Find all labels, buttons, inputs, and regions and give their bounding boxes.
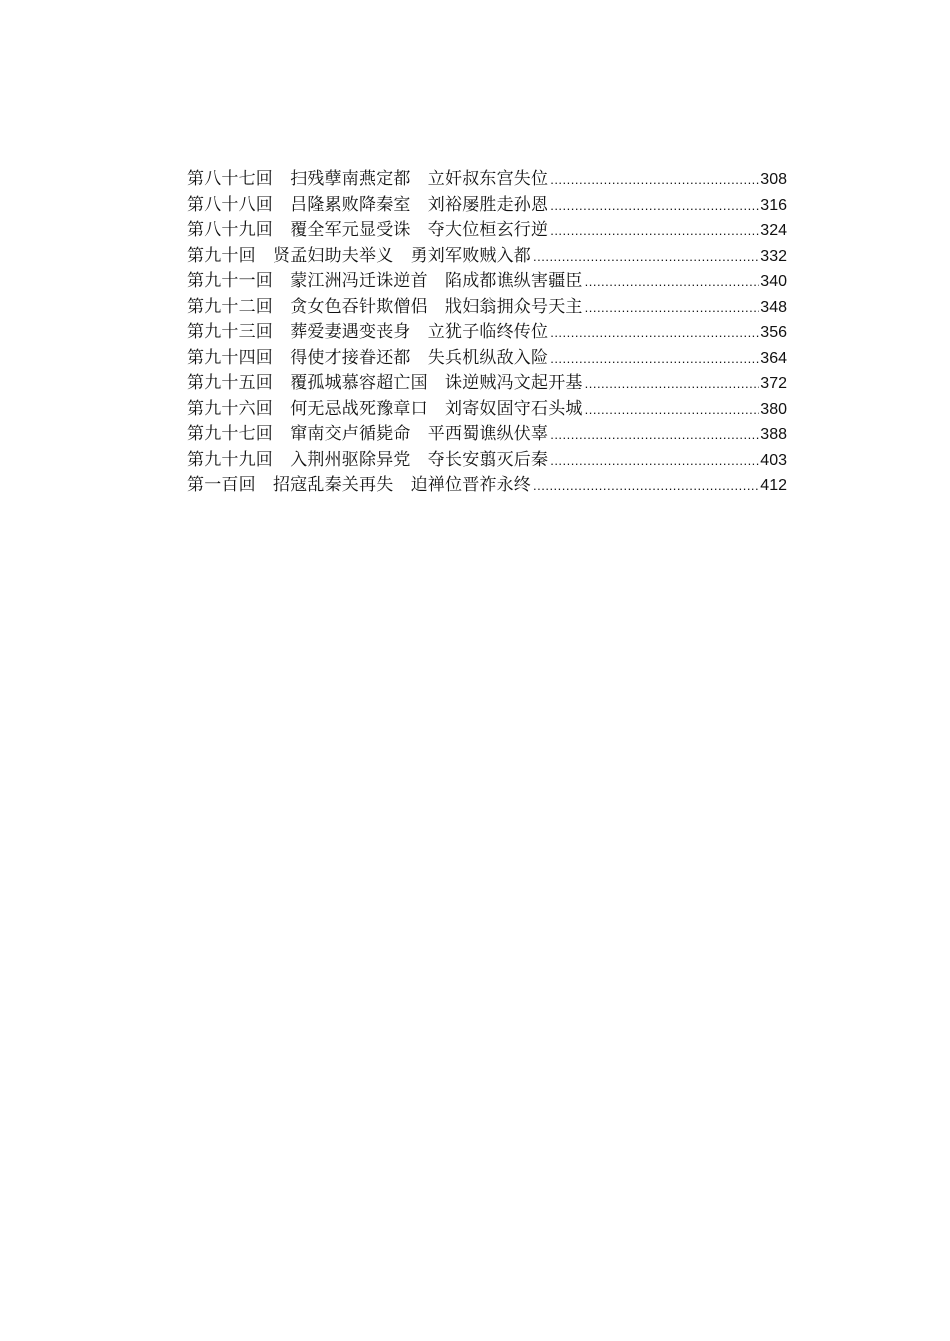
toc-entry[interactable]	[187, 218, 787, 244]
chapter-title: 第一百回 招寇乱秦关再失 迫禅位晋祚永终	[187, 475, 531, 495]
page-number: 403	[760, 451, 787, 469]
chapter-title: 第九十三回 葬爱妻遇变丧身 立犹子临终传位	[187, 322, 549, 342]
chapter-title: 第九十六回 何无忌战死豫章口 刘寄奴固守石头城	[187, 398, 583, 419]
chapter-title: 第九十回 贤孟妇助夫举义 勇刘军败贼入都	[187, 245, 531, 266]
chapter-title: 第九十四回 得使才接眷还都 失兵机纵敌入险	[187, 347, 549, 368]
toc-entry[interactable]	[187, 448, 787, 474]
chapter-title: 第八十八回 吕隆累败降秦室 刘裕屡胜走孙恩	[187, 194, 549, 215]
dot-leader	[533, 244, 759, 270]
toc-entry[interactable]	[187, 320, 787, 346]
dot-leader	[585, 295, 760, 321]
dot-leader	[550, 167, 759, 193]
page-number: 388	[760, 426, 787, 443]
toc-entry[interactable]	[187, 346, 787, 372]
dot-leader	[550, 218, 759, 244]
toc-entry[interactable]	[187, 244, 787, 270]
page-number: 308	[760, 171, 787, 188]
page-number: 348	[760, 298, 787, 316]
chapter-title: 第九十一回 蒙江洲冯迁诛逆首 陷成都谯纵害疆臣	[187, 271, 583, 291]
dot-leader	[585, 269, 760, 295]
dot-leader	[550, 193, 759, 219]
toc-entry[interactable]	[187, 473, 787, 499]
chapter-title: 第九十九回 入荆州驱除异党 夺长安翦灭后秦	[187, 449, 549, 470]
page-number: 332	[760, 247, 787, 265]
dot-leader	[533, 473, 759, 499]
page-number: 380	[760, 400, 787, 418]
dot-leader	[550, 320, 759, 346]
toc-entry[interactable]	[187, 295, 787, 321]
dot-leader	[585, 397, 760, 423]
toc-entry[interactable]	[187, 167, 787, 193]
page-number: 356	[760, 324, 787, 341]
toc-entry[interactable]	[187, 397, 787, 423]
dot-leader	[585, 371, 760, 397]
toc-entry[interactable]	[187, 422, 787, 448]
page-number: 364	[760, 349, 787, 367]
page-number: 324	[760, 222, 787, 239]
table-of-contents	[187, 167, 787, 499]
dot-leader	[550, 422, 759, 448]
dot-leader	[550, 448, 759, 474]
chapter-title: 第八十七回 扫残孽南燕定都 立奸叔东宫失位	[187, 169, 549, 189]
page-number: 340	[760, 273, 787, 290]
page-number: 316	[760, 196, 787, 214]
toc-entry[interactable]	[187, 193, 787, 219]
dot-leader	[550, 346, 759, 372]
chapter-title: 第八十九回 覆全军元显受诛 夺大位桓玄行逆	[187, 220, 549, 240]
chapter-title: 第九十二回 贪女色吞针欺僧侣 戕妇翁拥众号天主	[187, 296, 583, 317]
chapter-title: 第九十七回 窜南交卢循毙命 平西蜀谯纵伏辜	[187, 424, 549, 444]
toc-entry[interactable]	[187, 269, 787, 295]
page-number: 372	[760, 375, 787, 392]
chapter-title: 第九十五回 覆孤城慕容超亡国 诛逆贼冯文起开基	[187, 373, 583, 393]
toc-entry[interactable]	[187, 371, 787, 397]
page-number: 412	[760, 477, 787, 494]
